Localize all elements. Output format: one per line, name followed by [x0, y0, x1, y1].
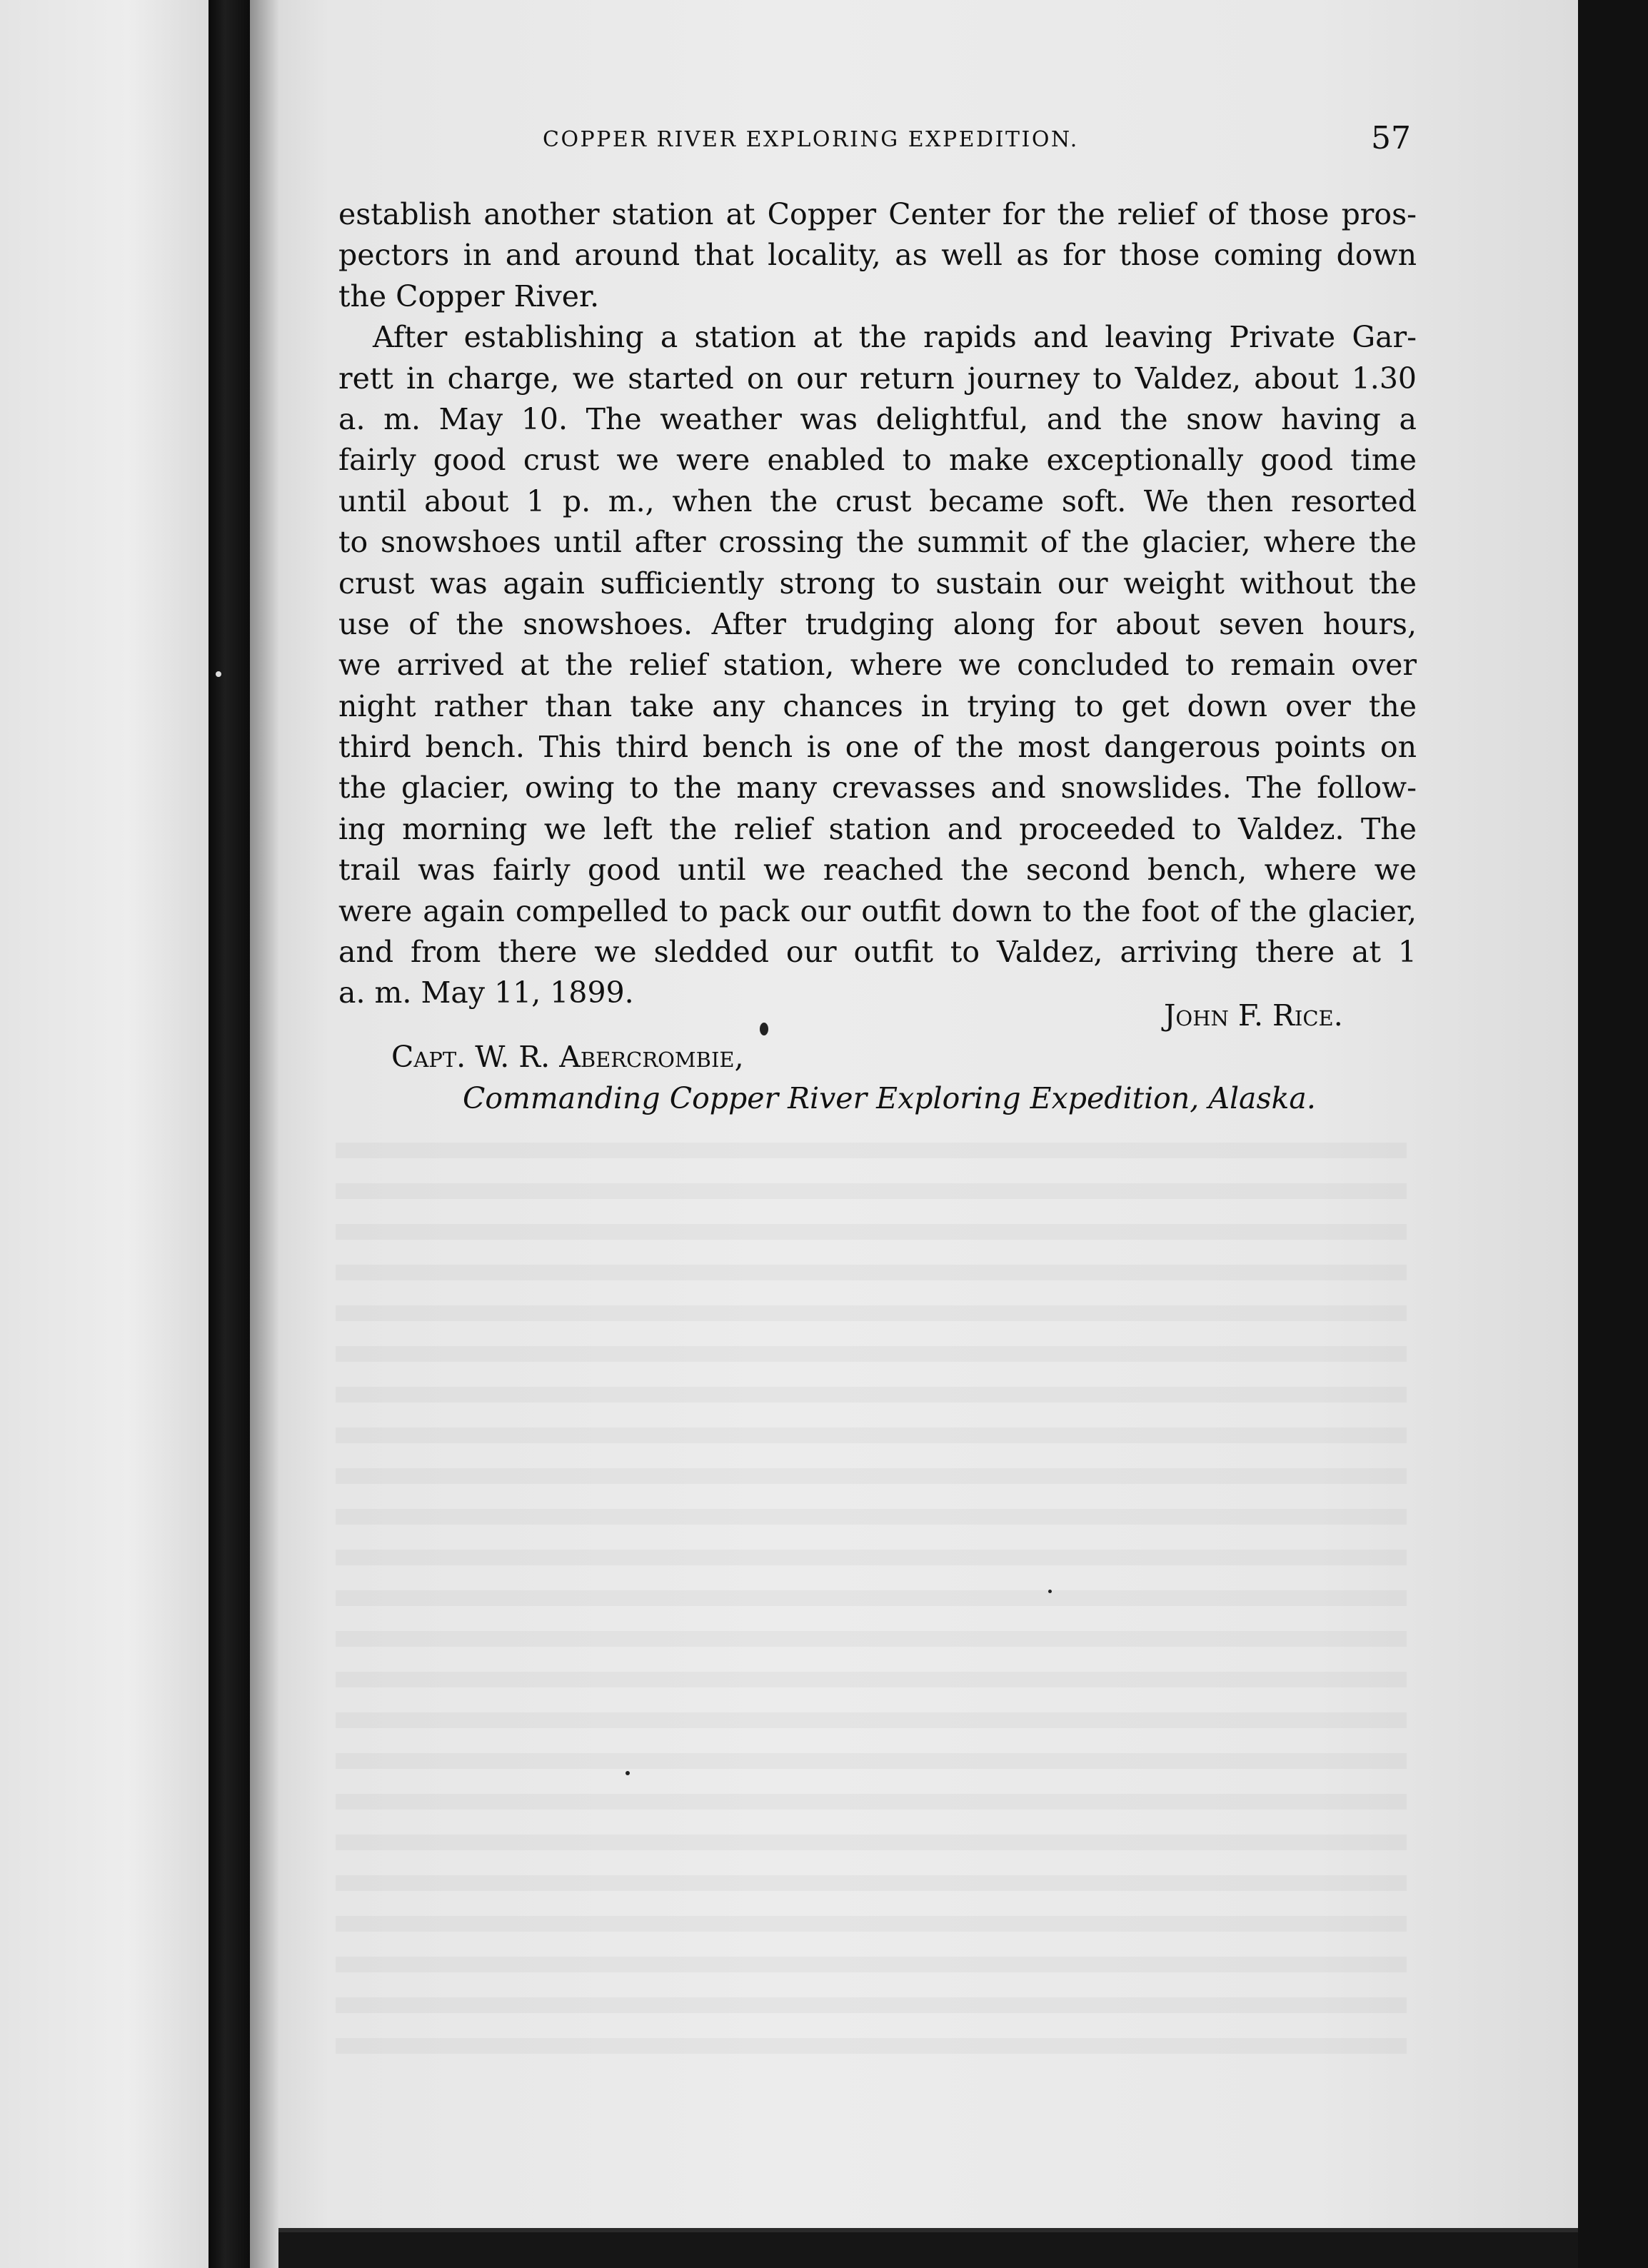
text-line: were again compelled to pack our outfit down to the foot of the glacier,: [338, 893, 1417, 928]
text-line: until about 1 p. m., when the crust became soft. We then resorted: [338, 483, 1417, 518]
book-gutter: [208, 0, 250, 2268]
scan-background-edge: [1578, 0, 1648, 2268]
text-line: pectors in and around that locality, as well as for those coming down: [338, 238, 1417, 273]
previous-page-fragment: [0, 0, 214, 2268]
ink-speck: [760, 1023, 768, 1035]
text-line: the glacier, owing to the many crevasses and snowslides. The follow-: [338, 771, 1417, 806]
text-line: night rather than take any chances in trying to get down over the: [338, 688, 1417, 723]
gutter-shadow: [250, 0, 278, 2268]
ink-speck: [625, 1771, 630, 1775]
body-text: [338, 194, 1417, 1014]
text-line: trail was fairly good until we reached the second bench, where we: [338, 853, 1417, 888]
text-line: use of the snowshoes. After trudging along for about seven hours,: [338, 606, 1417, 641]
ink-speck: [1048, 1590, 1052, 1593]
text-line: third bench. This third bench is one of the most dangerous points on: [338, 730, 1417, 765]
ink-speck: [216, 671, 221, 677]
addressee-title: Commanding Copper River Exploring Expedition, Alaska.: [463, 1081, 1316, 1115]
text-line: After establishing a station at the rapids and leaving Private Gar-: [373, 320, 1417, 355]
text-line: we arrived at the relief station, where we concluded to remain over: [338, 648, 1417, 683]
running-head: COPPER RIVER EXPLORING EXPEDITION.: [543, 127, 1079, 152]
text-line: ing morning we left the relief station and proceeded to Valdez. The: [338, 811, 1417, 846]
text-line: rett in charge, we started on our return journey to Valdez, about 1.30: [338, 361, 1417, 396]
text-line: establish another station at Copper Center for the relief of those pros-: [338, 197, 1417, 231]
text-line: a. m. May 10. The weather was delightful, and the snow having a: [338, 401, 1417, 436]
text-line: crust was again sufficiently strong to sustain our weight without the: [338, 566, 1417, 601]
text-line: the Copper River.: [338, 279, 600, 313]
addressee-name: Capt. W. R. Abercrombie,: [391, 1040, 744, 1074]
text-line: and from there we sledded our outfit to Valdez, arriving there at 1: [338, 935, 1417, 970]
text-line: to snowshoes until after crossing the summit of the glacier, where the: [338, 525, 1417, 560]
page-number: 57: [1371, 120, 1411, 156]
text-line: a. m. May 11, 1899.: [338, 975, 634, 1010]
text-line: fairly good crust we were enabled to make exceptionally good time: [338, 443, 1417, 478]
signature: John F. Rice.: [1164, 998, 1343, 1033]
